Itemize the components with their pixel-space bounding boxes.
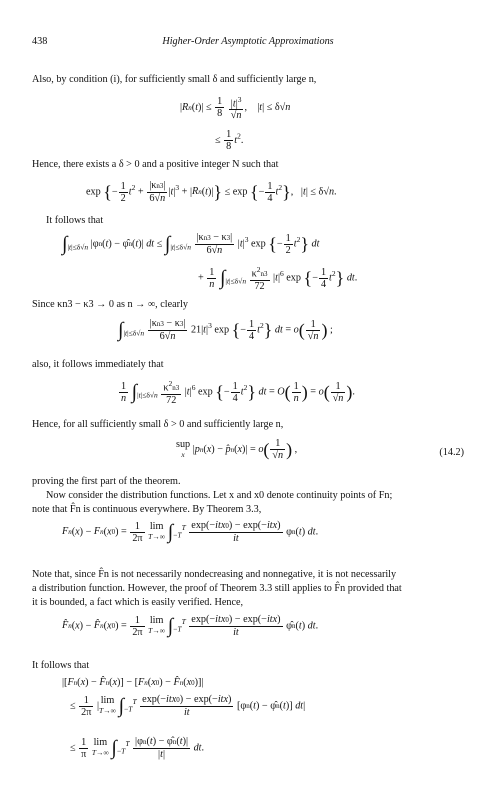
paragraph-text: Also, by condition (i), for sufficiently small δ and sufficiently large n, (32, 74, 317, 85)
paragraph-text: also, it follows immediately that (32, 359, 164, 370)
paragraph-text: Hence, there exists a δ > 0 and a positive integer N such that (32, 159, 279, 170)
equation-sup-bound: sup x |pn(x) − p̂n(x)| = o( $\frac{1}{√n}$ ) , (176, 438, 298, 461)
equation-inversion-Fhat: F̂n(x) − F̂n(x0) = $\frac{1}{2\pi}$ lim T→∞ $\int_{-T}^T$ $\frac{\text{exp(−itx0) − exp(−itx)}}{it}$ φ̂n(t) dt. (62, 614, 319, 638)
equation-integral-o1: $\int_{|t|\le\delta√n}$ $\frac{|\kappa n3 - \kappa 3|}{6√n}$ $21|t|^3$ exp {− $\frac{1}{4}$ $t^2$} dt = o( $\frac{1}{√n}$ ) ; (118, 318, 333, 342)
paragraph-text: a distribution function. However, the proof of Theorem 3.3 still applies to F̂n provided that (32, 583, 402, 594)
equation-difference-line-2: ≤ $\frac{1}{2\pi}$ | lim T→∞ $\int_{-T}^T$ $\frac{\text{exp(−itx0) − exp(−itx)}}{it}$ [φn(t) − φ̂n(t)] dt| (70, 694, 306, 718)
paragraph-text: note that F̂n is continuous everywhere. By Theorem 3.3, (32, 504, 262, 515)
equation-exp-bound: exp {− $\frac{1}{2}$ $t^2$ + $\frac{|\kappa n3|}{6√n}$ $|t|^3 + |Rn(t)|\} \le \exp$ {− $\frac{1}{4}$ $t^2$}, |t| ≤ δ√n. (86, 180, 337, 204)
running-header (32, 36, 464, 50)
equation-remainder-bound: |Rn(t)| ≤ $\frac{1}{8}$ $\frac{|t|^3}{√n}$ , |t| ≤ δ√n (180, 95, 291, 122)
paragraph-text: it is bounded, a fact which is easily verified. Hence, (32, 597, 244, 608)
equation-inversion-Fn: Fn(x) − Fn(x0) = $\frac{1}{2\pi}$ lim T→∞ $\int_{-T}^T$ $\frac{\text{exp(−itx0) − exp(−itx)}}{it}$ φn(t) dt. (62, 520, 319, 544)
page-number: 438 (32, 36, 48, 47)
paragraph-text: Hence, for all sufficiently small δ > 0 and sufficiently large n, (32, 419, 284, 430)
paragraph-text: Note that, since F̂n is not necessarily nondecreasing and nonnegative, it is not necessarily (32, 569, 397, 580)
paragraph-text: Since κn3 − κ3 → 0 as n → ∞, clearly (32, 299, 188, 310)
paragraph-text: It follows that (46, 215, 104, 226)
paragraph-text: proving the first part of the theorem. (32, 476, 181, 487)
equation-difference-line-3: ≤ $\frac{1}{\pi}$ lim T→∞ $\int_{-T}^T$ $\frac{|\varphi n(t) - \varphîn(t)|}{|t|}$ dt. (70, 736, 205, 760)
paragraph-text: It follows that (32, 660, 90, 671)
equation-number: (14.2) (439, 447, 464, 458)
equation-integral-bound-1: $\int_{|t|\le\delta√n}$ |φn(t) − φ̂n(t)| dt ≤ $\int_{|t|\le\delta√n}$ $\frac{|\kappa n3 - \kappa 3|}{6√n}$ $|t|^3$ exp {− $\frac{1}{2}$ $t^2$} dt (62, 232, 320, 256)
paragraph-text: Now consider the distribution functions. Let x and x0 denote continuity points of Fn; (46, 490, 393, 501)
running-title: Higher-Order Asymptotic Approximations (162, 36, 334, 47)
equation-integral-o2: $\frac{1}{n}$ $\int_{|t|\le\delta√n}$ $\frac{\kappa^2n3}{72}$ $|t|^6$ exp {− $\frac{1}{4}$ $t^2$} dt = O( $\frac{1}{n}$ ) = o( $\frac{1}{√n}$ ). (121, 379, 355, 407)
equation-difference-line-1: |[Fn(x) − F̂n(x)] − [Fn(x0) − F̂n(x0)]| (62, 677, 204, 688)
equation-remainder-bound-2: ≤ $\frac{1}{8}$ $t^2$. (215, 129, 244, 152)
equation-integral-bound-2: + $\frac{1}{n}$ $\int_{|t|\le\delta√n}$ $\frac{\kappa^2n3}{72}$ $|t|^6$ exp {− $\frac{1}{4}$ $t^2$} dt. (198, 265, 358, 293)
